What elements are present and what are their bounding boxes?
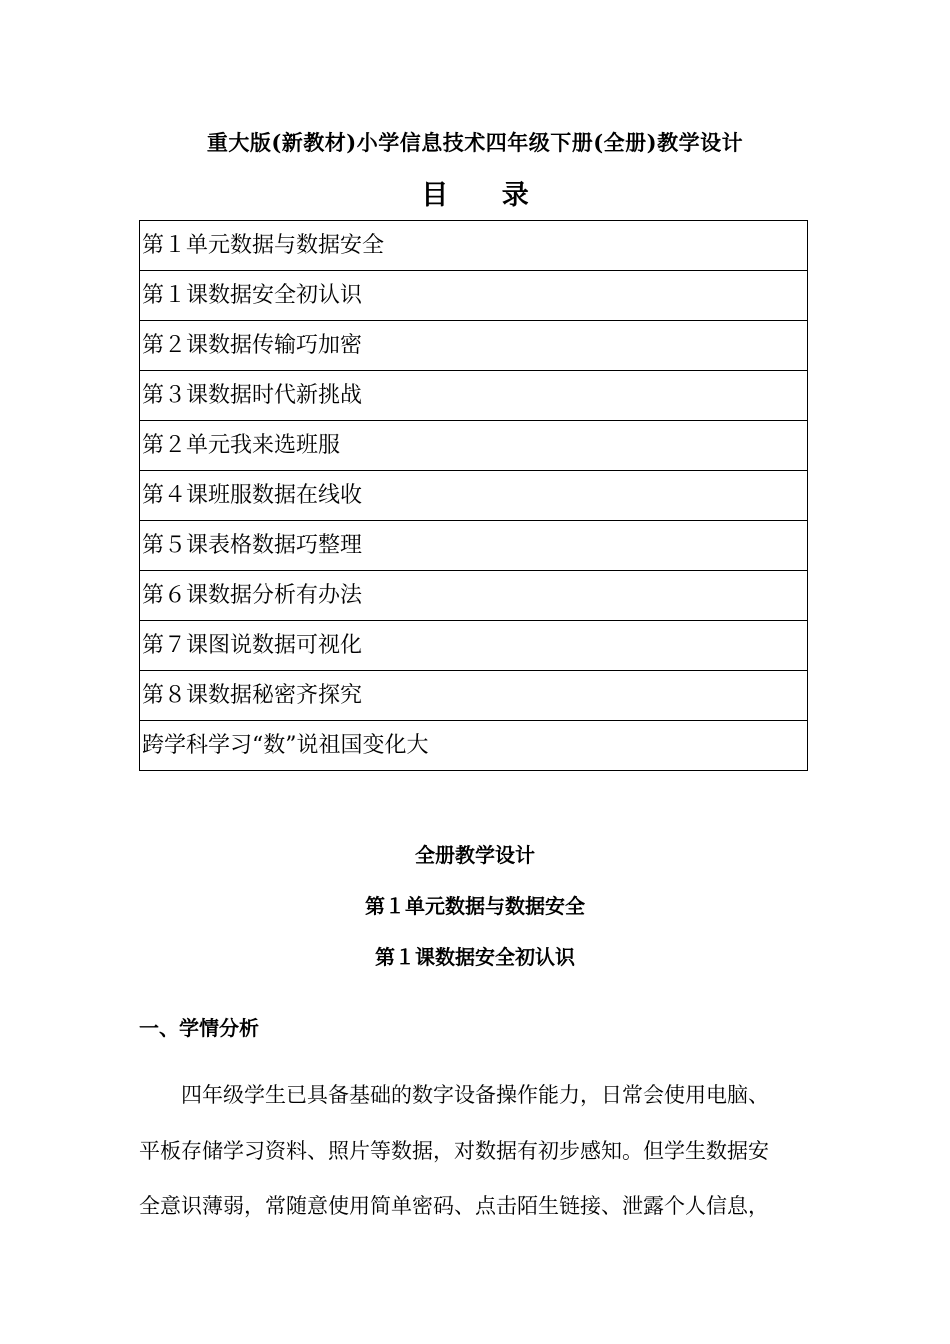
toc-item: 跨学科学习“数”说祖国变化大 bbox=[140, 721, 808, 771]
toc-row bbox=[140, 321, 808, 371]
toc-item: 第１单元数据与数据安全 bbox=[140, 221, 808, 271]
toc-heading: 目 录 bbox=[421, 180, 551, 211]
toc-row bbox=[140, 571, 808, 621]
toc-table bbox=[139, 220, 808, 771]
toc-item: 第７课图说数据可视化 bbox=[140, 621, 808, 671]
toc-item: 第１课数据安全初认识 bbox=[140, 271, 808, 321]
toc-row bbox=[140, 371, 808, 421]
paragraph-line: 四年级学生已具备基础的数字设备操作能力，日常会使用电脑、 bbox=[139, 1083, 769, 1107]
document-title: 重大版(新教材)小学信息技术四年级下册(全册)教学设计 bbox=[206, 130, 744, 155]
toc-row bbox=[140, 221, 808, 271]
toc-item: 第４课班服数据在线收 bbox=[140, 471, 808, 521]
toc-item: 第８课数据秘密齐探究 bbox=[140, 671, 808, 721]
lesson-heading: 第１课数据安全初认识 bbox=[375, 945, 575, 969]
toc-item: 第３课数据时代新挑战 bbox=[140, 371, 808, 421]
unit-heading: 第１单元数据与数据安全 bbox=[365, 894, 585, 918]
toc-item: 第２课数据传输巧加密 bbox=[140, 321, 808, 371]
toc-item: 第６课数据分析有办法 bbox=[140, 571, 808, 621]
toc-item: 第２单元我来选班服 bbox=[140, 421, 808, 471]
toc-row bbox=[140, 471, 808, 521]
full-design-heading: 全册教学设计 bbox=[415, 843, 535, 867]
paragraph-line: 平板存储学习资料、照片等数据，对数据有初步感知。但学生数据安 bbox=[139, 1139, 769, 1163]
paragraph-line: 全意识薄弱，常随意使用简单密码、点击陌生链接、泄露个人信息， bbox=[139, 1194, 769, 1218]
toc-row bbox=[140, 421, 808, 471]
toc-row bbox=[140, 521, 808, 571]
toc-item: 第５课表格数据巧整理 bbox=[140, 521, 808, 571]
section-heading: 一、学情分析 bbox=[139, 1016, 259, 1040]
toc-row bbox=[140, 671, 808, 721]
toc-row bbox=[140, 271, 808, 321]
toc-row bbox=[140, 721, 808, 771]
toc-row bbox=[140, 621, 808, 671]
